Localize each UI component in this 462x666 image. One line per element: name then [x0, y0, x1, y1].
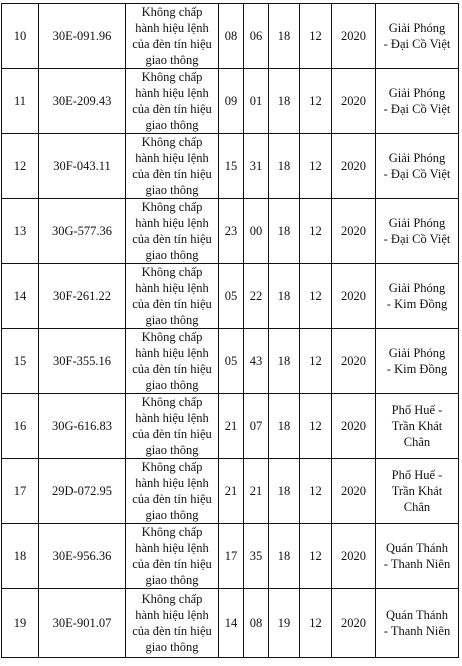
violation-line: Không chấp [141, 135, 203, 149]
table-row [2, 394, 459, 459]
violation-line: Không chấp [141, 525, 203, 539]
violation-year: 2020 [332, 199, 376, 264]
violation-hour: 21 [219, 394, 244, 459]
location-line: Giải Phóng [388, 151, 446, 165]
violation-location [376, 329, 459, 394]
location-line: Quán Thánh [386, 541, 448, 555]
violation-line: giao thông [145, 573, 199, 587]
violation-day: 18 [269, 69, 300, 134]
violation-line: hành hiệu lệnh [135, 346, 209, 360]
violation-year: 2020 [332, 459, 376, 524]
violation-year: 2020 [332, 329, 376, 394]
violation-month: 12 [300, 524, 332, 589]
violation-location [376, 524, 459, 589]
violation-month: 12 [300, 264, 332, 329]
violation-month: 12 [300, 134, 332, 199]
location-line: - Thanh Niên [383, 557, 451, 571]
row-number: 13 [2, 199, 39, 264]
location-line: - Đại Cồ Việt [383, 102, 451, 116]
row-number: 15 [2, 329, 39, 394]
table-row [2, 199, 459, 264]
violation-description [126, 4, 219, 69]
table-row [2, 459, 459, 524]
violation-line: của đèn tín hiệu [132, 232, 212, 246]
table-row [2, 524, 459, 589]
violation-year: 2020 [332, 4, 376, 69]
violation-month: 12 [300, 329, 332, 394]
violation-line: hành hiệu lệnh [135, 151, 209, 165]
violation-minute: 43 [244, 329, 269, 394]
violation-line: của đèn tín hiệu [132, 297, 212, 311]
violation-line: của đèn tín hiệu [132, 37, 212, 51]
violation-line: hành hiệu lệnh [135, 281, 209, 295]
table-row [2, 134, 459, 199]
violation-minute: 07 [244, 394, 269, 459]
violation-description [126, 199, 219, 264]
table-body [2, 4, 459, 658]
location-line: - Đại Cồ Việt [383, 37, 451, 51]
row-number: 12 [2, 134, 39, 199]
violation-line: hành hiệu lệnh [135, 86, 209, 100]
violation-line: hành hiệu lệnh [135, 216, 209, 230]
violation-day: 18 [269, 524, 300, 589]
license-plate: 30G-616.83 [39, 394, 126, 459]
location-line: Phố Huế - [391, 468, 443, 482]
violation-minute: 01 [244, 69, 269, 134]
violation-description [126, 69, 219, 134]
violation-location [376, 394, 459, 459]
violation-line: của đèn tín hiệu [132, 427, 212, 441]
violation-year: 2020 [332, 524, 376, 589]
violation-line: Không chấp [141, 5, 203, 19]
license-plate: 30G-577.36 [39, 199, 126, 264]
violation-line: giao thông [145, 443, 199, 457]
violation-year: 2020 [332, 589, 376, 658]
violation-line: hành hiệu lệnh [135, 608, 209, 622]
violation-day: 18 [269, 199, 300, 264]
location-line: Quán Thánh [386, 608, 448, 622]
violation-line: hành hiệu lệnh [135, 476, 209, 490]
table-row [2, 4, 459, 69]
violation-minute: 31 [244, 134, 269, 199]
location-line: - Đại Cồ Việt [383, 167, 451, 181]
violation-line: hành hiệu lệnh [135, 411, 209, 425]
violation-minute: 00 [244, 199, 269, 264]
violation-line: giao thông [145, 378, 199, 392]
violation-day: 18 [269, 329, 300, 394]
row-number: 18 [2, 524, 39, 589]
violation-minute: 21 [244, 459, 269, 524]
location-line: Giải Phóng [388, 86, 446, 100]
violation-line: Không chấp [141, 592, 203, 606]
violation-hour: 05 [219, 264, 244, 329]
violation-description [126, 524, 219, 589]
location-line: - Đại Cồ Việt [383, 232, 451, 246]
violation-line: hành hiệu lệnh [135, 541, 209, 555]
location-line: Giải Phóng [388, 21, 446, 35]
violation-minute: 06 [244, 4, 269, 69]
violation-line: giao thông [145, 53, 199, 67]
row-number: 11 [2, 69, 39, 134]
violation-line: Không chấp [141, 200, 203, 214]
violation-month: 12 [300, 459, 332, 524]
violation-day: 19 [269, 589, 300, 658]
violation-year: 2020 [332, 69, 376, 134]
row-number: 19 [2, 589, 39, 658]
license-plate: 30E-901.07 [39, 589, 126, 658]
violation-line: giao thông [145, 508, 199, 522]
row-number: 16 [2, 394, 39, 459]
violation-description [126, 264, 219, 329]
violation-hour: 05 [219, 329, 244, 394]
row-number: 14 [2, 264, 39, 329]
location-line: Giải Phóng [388, 346, 446, 360]
violation-day: 18 [269, 264, 300, 329]
violation-location [376, 4, 459, 69]
violation-minute: 08 [244, 589, 269, 658]
license-plate: 30E-956.36 [39, 524, 126, 589]
violation-line: của đèn tín hiệu [132, 557, 212, 571]
violation-day: 18 [269, 4, 300, 69]
license-plate: 30F-261.22 [39, 264, 126, 329]
violation-line: giao thông [145, 313, 199, 327]
row-number: 10 [2, 4, 39, 69]
violation-description [126, 134, 219, 199]
violation-location [376, 69, 459, 134]
row-number: 17 [2, 459, 39, 524]
violation-line: của đèn tín hiệu [132, 102, 212, 116]
location-line: - Thanh Niên [383, 624, 451, 638]
violation-description [126, 589, 219, 658]
location-line: Trần Khát [391, 419, 443, 433]
violation-line: của đèn tín hiệu [132, 624, 212, 638]
location-line: Trần Khát [391, 484, 443, 498]
violation-line: của đèn tín hiệu [132, 492, 212, 506]
violation-day: 18 [269, 394, 300, 459]
violation-line: Không chấp [141, 460, 203, 474]
violation-month: 12 [300, 69, 332, 134]
violation-line: giao thông [145, 640, 199, 654]
license-plate: 29D-072.95 [39, 459, 126, 524]
violation-location [376, 459, 459, 524]
violation-description [126, 459, 219, 524]
violation-line: giao thông [145, 248, 199, 262]
violations-table [1, 3, 459, 658]
violation-minute: 35 [244, 524, 269, 589]
violation-year: 2020 [332, 134, 376, 199]
location-line: - Kim Đồng [386, 362, 448, 376]
location-line: Phố Huế - [391, 403, 443, 417]
location-line: Giải Phóng [388, 281, 446, 295]
table-row [2, 329, 459, 394]
violation-line: Không chấp [141, 395, 203, 409]
violation-day: 18 [269, 459, 300, 524]
violation-month: 12 [300, 199, 332, 264]
violation-month: 12 [300, 394, 332, 459]
table-row [2, 589, 459, 658]
violation-hour: 08 [219, 4, 244, 69]
violation-description [126, 329, 219, 394]
violation-hour: 09 [219, 69, 244, 134]
table-row [2, 69, 459, 134]
violation-day: 18 [269, 134, 300, 199]
violation-hour: 14 [219, 589, 244, 658]
violation-minute: 22 [244, 264, 269, 329]
violation-line: giao thông [145, 118, 199, 132]
violation-line: của đèn tín hiệu [132, 362, 212, 376]
violation-location [376, 134, 459, 199]
location-line: Chân [403, 435, 431, 449]
violation-line: Không chấp [141, 70, 203, 84]
violation-line: Không chấp [141, 265, 203, 279]
violation-description [126, 394, 219, 459]
license-plate: 30F-043.11 [39, 134, 126, 199]
violation-year: 2020 [332, 394, 376, 459]
location-line: Chân [403, 500, 431, 514]
violation-hour: 17 [219, 524, 244, 589]
violation-line: hành hiệu lệnh [135, 21, 209, 35]
violation-year: 2020 [332, 264, 376, 329]
license-plate: 30E-091.96 [39, 4, 126, 69]
violation-location [376, 589, 459, 658]
location-line: Giải Phóng [388, 216, 446, 230]
violation-line: của đèn tín hiệu [132, 167, 212, 181]
violation-month: 12 [300, 589, 332, 658]
violation-hour: 15 [219, 134, 244, 199]
location-line: - Kim Đồng [386, 297, 448, 311]
table-row [2, 264, 459, 329]
violation-location [376, 264, 459, 329]
violation-month: 12 [300, 4, 332, 69]
license-plate: 30E-209.43 [39, 69, 126, 134]
violation-line: giao thông [145, 183, 199, 197]
license-plate: 30F-355.16 [39, 329, 126, 394]
violation-line: Không chấp [141, 330, 203, 344]
violation-hour: 23 [219, 199, 244, 264]
violation-location [376, 199, 459, 264]
violation-hour: 21 [219, 459, 244, 524]
